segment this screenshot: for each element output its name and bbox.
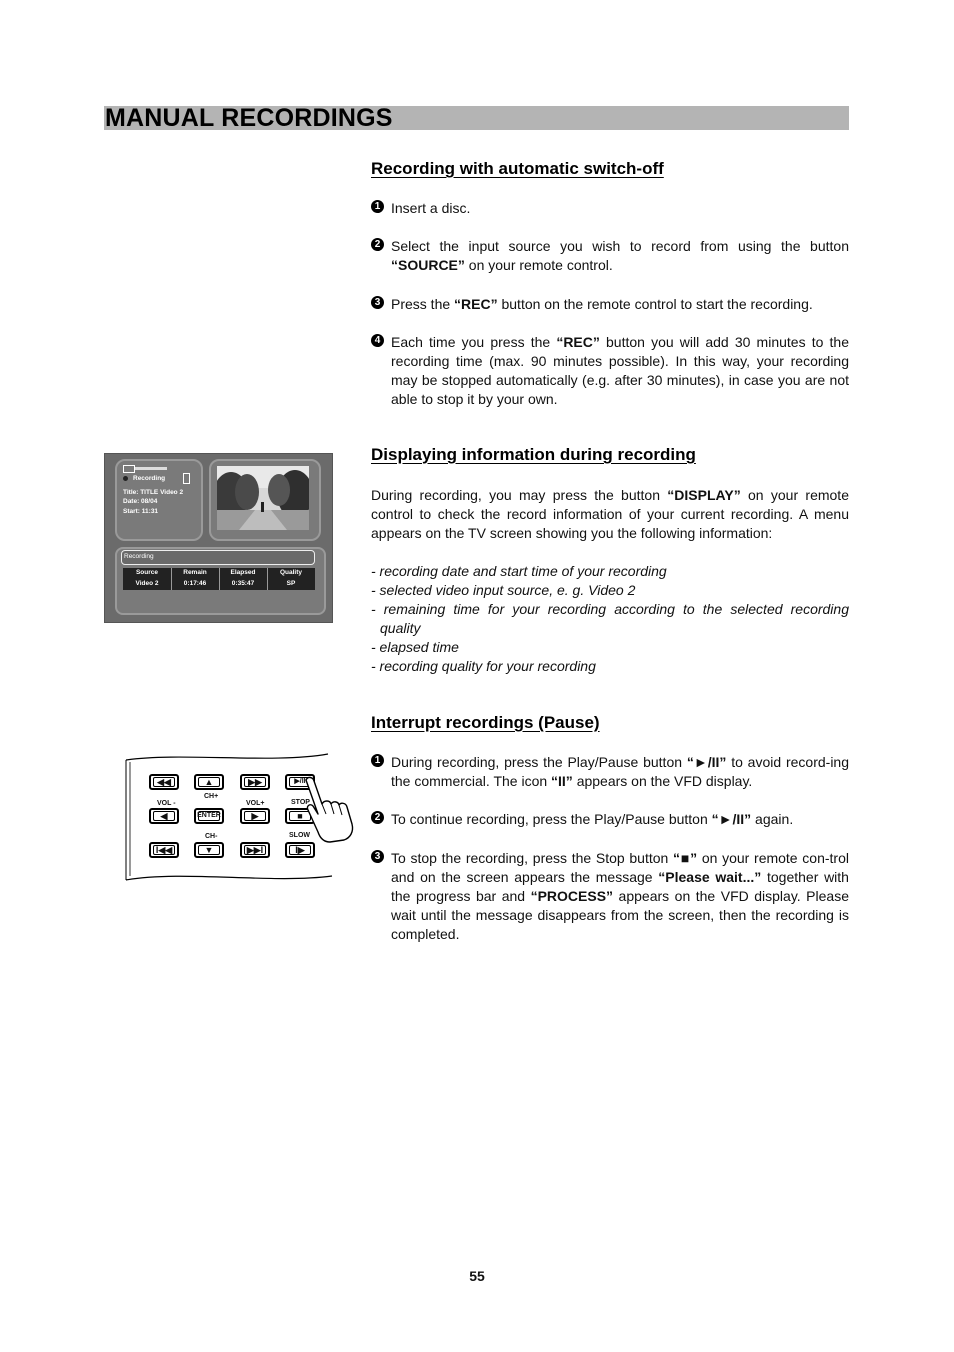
step-number-icon: 1 — [371, 200, 384, 213]
text-run: button you will add 30 minutes to the recording time (max. 90 minutes possible). In this way, your recording may be stopped automatically (e.g. after 30 minutes), in case you are not able to stop it by your own. — [391, 334, 849, 407]
info-panel — [115, 459, 203, 541]
bold-text: “SOURCE” — [391, 257, 465, 273]
battery-icon — [183, 473, 190, 484]
bold-text: “►/II” — [711, 811, 752, 827]
bold-text: “REC” — [454, 296, 498, 312]
text-run: During recording, you may press the button — [371, 487, 668, 503]
step-4 — [371, 333, 849, 409]
up-arrow-icon: ▲ — [198, 777, 220, 787]
step-3 — [371, 295, 849, 314]
text-run: on your remote control to check the record information of your current recording. A menu appears on the TV screen showing you the following information: — [371, 487, 849, 541]
step-text — [391, 753, 849, 791]
display-intro — [371, 486, 849, 543]
text-run: together with the progress bar and — [391, 869, 849, 904]
record-dot-icon — [123, 476, 128, 481]
recording-bar — [121, 550, 315, 565]
step-number-icon: 3 — [371, 296, 384, 309]
info-start: Start: 11:31 — [123, 508, 159, 515]
bold-text: “II” — [551, 773, 573, 789]
preview-panel — [209, 459, 321, 541]
info-bullet-list — [371, 562, 849, 676]
page-number: 55 — [469, 1268, 485, 1284]
fast-forward-icon: ▶▶ — [244, 777, 266, 787]
text-run: During recording, press the Play/Pause button — [391, 754, 687, 770]
step-1 — [371, 199, 849, 218]
section-heading-auto-switch-off: Recording with automatic switch-off — [371, 159, 664, 178]
vol-up-button[interactable] — [240, 808, 270, 824]
play-pause-icon: ▶/II — [289, 777, 311, 787]
stop-label: STOP — [291, 799, 310, 806]
table-divider — [267, 568, 268, 590]
right-arrow-icon: ▶ — [244, 811, 266, 821]
recording-label: Recording — [133, 475, 166, 482]
bold-text: “►/II” — [686, 754, 727, 770]
info-bullet: - remaining time for your recording according to the selected recording quality — [371, 601, 849, 636]
vol-down-label: VOL - — [157, 800, 176, 807]
slow-icon: I▶ — [289, 845, 311, 855]
bold-text: “■” — [673, 850, 698, 866]
enter-icon: ENTER — [197, 812, 221, 819]
text-run: Insert a disc. — [391, 200, 471, 216]
pause-step-2 — [371, 810, 849, 829]
status-table — [123, 568, 315, 590]
recording-bar-label: Recording — [124, 553, 154, 560]
left-arrow-icon: ◀ — [153, 811, 175, 821]
ch-up-button[interactable] — [194, 774, 224, 790]
vol-up-label: VOL+ — [246, 800, 265, 807]
remote-control-figure — [122, 752, 352, 884]
step-text — [391, 199, 849, 218]
section-heading-pause: Interrupt recordings (Pause) — [371, 713, 600, 732]
bold-text: “Please wait...” — [658, 869, 762, 885]
hand-pointer-icon — [300, 774, 360, 844]
text-run: Each time you press the — [391, 334, 557, 350]
skip-back-icon: I◀◀ — [153, 845, 175, 855]
info-date: Date: 08/04 — [123, 498, 158, 505]
text-run: Select the input source you wish to record from using the button — [391, 238, 849, 254]
ch-up-label: CH+ — [204, 793, 219, 800]
table-cell: Video 2 — [135, 580, 159, 587]
table-cell: SP — [286, 580, 296, 587]
step-number-icon: 4 — [371, 334, 384, 347]
step-text — [391, 849, 849, 944]
text-run: on your remote control. — [464, 257, 613, 273]
vol-down-button[interactable] — [149, 808, 179, 824]
table-header: Source — [135, 569, 159, 576]
step-2 — [371, 237, 849, 275]
text-run: appears on the VFD display. — [572, 773, 753, 789]
ch-down-button[interactable] — [194, 842, 224, 858]
step-number-icon: 2 — [371, 238, 384, 251]
logo-icon — [135, 467, 167, 470]
section-heading-display-info: Displaying information during recording — [371, 445, 696, 464]
rewind-icon: ◀◀ — [153, 777, 175, 787]
step-text — [391, 333, 849, 409]
bold-text: “REC” — [556, 334, 600, 350]
skip-back-button[interactable] — [149, 842, 179, 858]
table-divider — [219, 568, 220, 590]
bold-text: “PROCESS” — [530, 888, 614, 904]
down-arrow-icon: ▼ — [198, 845, 220, 855]
table-divider — [171, 568, 172, 590]
step-number-icon: 1 — [371, 754, 384, 767]
pause-step-3 — [371, 849, 849, 944]
info-bullet: - recording quality for your recording — [371, 658, 596, 674]
bold-text: “DISPLAY” — [667, 487, 741, 503]
preview-image — [217, 466, 309, 530]
table-cell: 0:35:47 — [231, 580, 255, 587]
page-title: MANUAL RECORDINGS — [105, 104, 393, 132]
slow-button[interactable] — [285, 842, 315, 858]
text-run: To continue recording, press the Play/Pause button — [391, 811, 712, 827]
tv-screen-figure — [104, 453, 333, 623]
slow-label: SLOW — [289, 832, 310, 839]
table-header: Elapsed — [230, 569, 256, 576]
text-run: to avoid record-ing the commercial. The icon — [391, 754, 849, 789]
fast-forward-button[interactable] — [240, 774, 270, 790]
text-run: Press the — [391, 296, 455, 312]
text-run: To stop the recording, press the Stop button — [391, 850, 674, 866]
text-run: appears on the VFD display. Please wait until the message disappears from the screen, then the recording is completed. — [391, 888, 849, 942]
table-cell: 0:17:46 — [183, 580, 207, 587]
skip-forward-icon: ▶▶I — [244, 845, 266, 855]
enter-button[interactable] — [194, 808, 224, 824]
table-header: Remain — [183, 569, 207, 576]
skip-forward-button[interactable] — [240, 842, 270, 858]
info-bullet: - selected video input source, e. g. Video 2 — [371, 582, 636, 598]
info-bullet: - elapsed time — [371, 639, 459, 655]
info-title: Title: TITLE Video 2 — [123, 489, 184, 496]
info-bullet: - recording date and start time of your recording — [371, 563, 667, 579]
table-header: Quality — [279, 569, 303, 576]
text-run: button on the remote control to start the recording. — [497, 296, 813, 312]
step-text — [391, 295, 849, 314]
step-text — [391, 810, 849, 829]
step-text — [391, 237, 849, 275]
text-run: again. — [751, 811, 794, 827]
step-number-icon: 3 — [371, 850, 384, 863]
ch-down-label: CH- — [205, 833, 218, 840]
logo-icon — [123, 465, 135, 473]
text-run: on your remote con-trol and on the screen appears the message — [391, 850, 849, 885]
stop-icon: ■ — [289, 811, 311, 821]
pause-step-1 — [371, 753, 849, 791]
step-number-icon: 2 — [371, 811, 384, 824]
rewind-button[interactable] — [149, 774, 179, 790]
